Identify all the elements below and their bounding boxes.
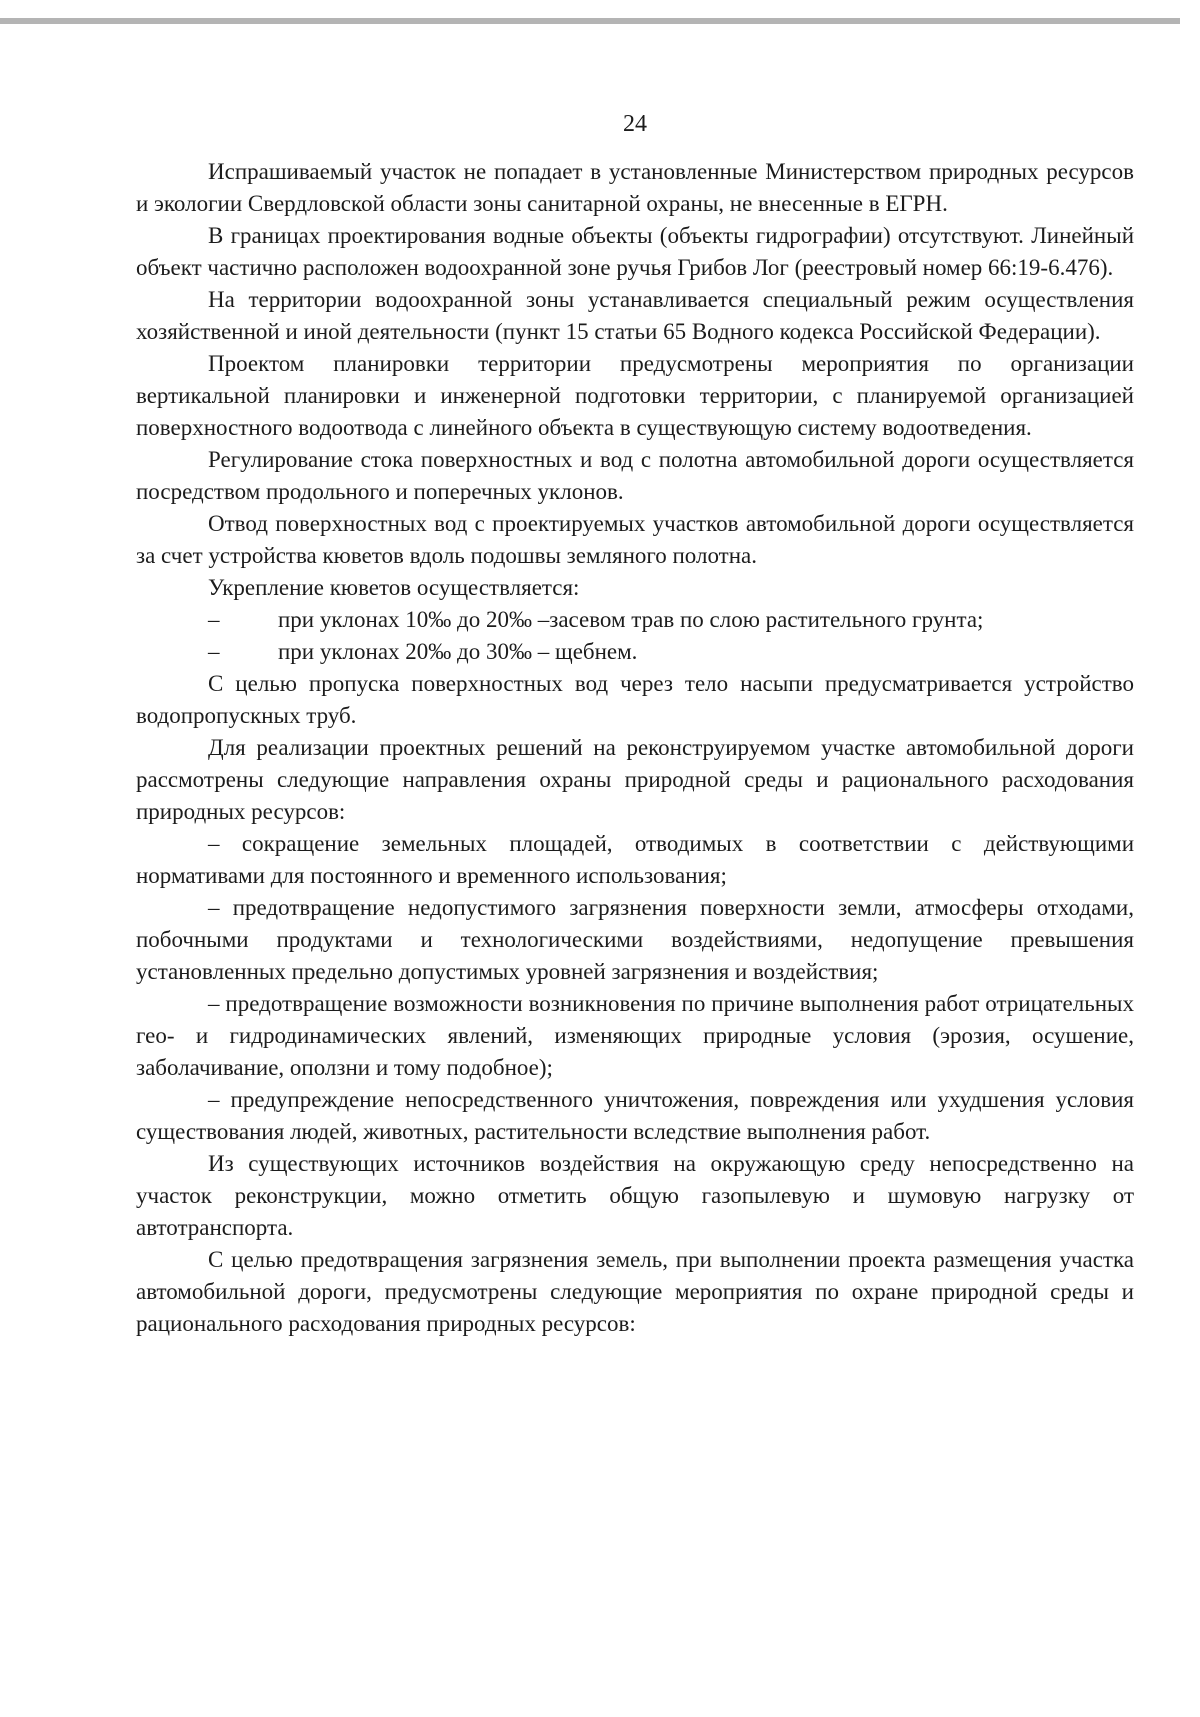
paragraph: Из существующих источников воздействия на окружающую среду непосредственно на участок реконструкции, можно отметить общую газопылевую и шумовую нагрузку от автотранспорта. — [136, 1151, 1134, 1240]
list-item-text: при уклонах 10‰ до 20‰ –засевом трав по слою растительного грунта; — [278, 607, 984, 632]
list-dash: – — [208, 607, 220, 632]
list-item — [136, 604, 1134, 636]
paragraph: Регулирование стока поверхностных и вод с полотна автомобильной дороги осуществляется посредством продольного и поперечных уклонов. — [136, 447, 1134, 504]
page-number: 24 — [623, 111, 647, 137]
list-item-text: при уклонах 20‰ до 30‰ – щебнем. — [278, 639, 638, 664]
paragraph: Проектом планировки территории предусмотрены мероприятия по организации вертикальной планировки и инженерной подготовки территории, с планируемой организацией поверхностного водоотвода с линейного объекта в существующую систему водоотведения. — [136, 351, 1134, 440]
direction-item: – предотвращение возможности возникновения по причине выполнения работ отрицательных гео- и гидродинамических явлений, изменяющих природные условия (эрозия, осушение, заболачивание, оползни и тому подобное); — [136, 991, 1134, 1080]
paragraph: Испрашиваемый участок не попадает в установленные Министерством природных ресурсов и экологии Свердловской области зоны санитарной охраны, не внесенные в ЕГРН. — [136, 159, 1134, 216]
direction-item: – сокращение земельных площадей, отводимых в соответствии с действующими нормативами для постоянного и временного использования; — [136, 831, 1134, 888]
direction-item: – предотвращение недопустимого загрязнения поверхности земли, атмосферы отходами, побочными продуктами и технологическими воздействиями, недопущение превышения установленных предельно допустимых уровней загрязнения и воздействия; — [136, 895, 1134, 984]
direction-item: – предупреждение непосредственного уничтожения, повреждения или ухудшения условия существования людей, животных, растительности вследствие выполнения работ. — [136, 1087, 1134, 1144]
paragraph: С целью предотвращения загрязнения земель, при выполнении проекта размещения участка автомобильной дороги, предусмотрены следующие мероприятия по охране природной среды и рационального расходования природных ресурсов: — [136, 1247, 1134, 1336]
paragraph: Укрепление кюветов осуществляется: — [208, 575, 580, 600]
paragraph: С целью пропуска поверхностных вод через тело насыпи предусматривается устройство водопропускных труб. — [136, 671, 1134, 728]
list-dash: – — [208, 639, 220, 664]
paragraph: В границах проектирования водные объекты (объекты гидрографии) отсутствуют. Линейный объект частично расположен водоохранной зоне ручья Грибов Лог (реестровый номер 66:19-6.476). — [136, 223, 1134, 280]
paragraph: Отвод поверхностных вод с проектируемых участков автомобильной дороги осуществляется за счет устройства кюветов вдоль подошвы земляного полотна. — [136, 511, 1134, 568]
paragraph: На территории водоохранной зоны устанавливается специальный режим осуществления хозяйственной и иной деятельности (пункт 15 статьи 65 Водного кодекса Российской Федерации). — [136, 287, 1134, 344]
document-body — [136, 156, 1134, 1340]
list-item — [136, 636, 1134, 668]
page-top-edge — [0, 18, 1180, 24]
paragraph: Для реализации проектных решений на реконструируемом участке автомобильной дороги рассмотрены следующие направления охраны природной среды и рационального расходования природных ресурсов: — [136, 735, 1134, 824]
